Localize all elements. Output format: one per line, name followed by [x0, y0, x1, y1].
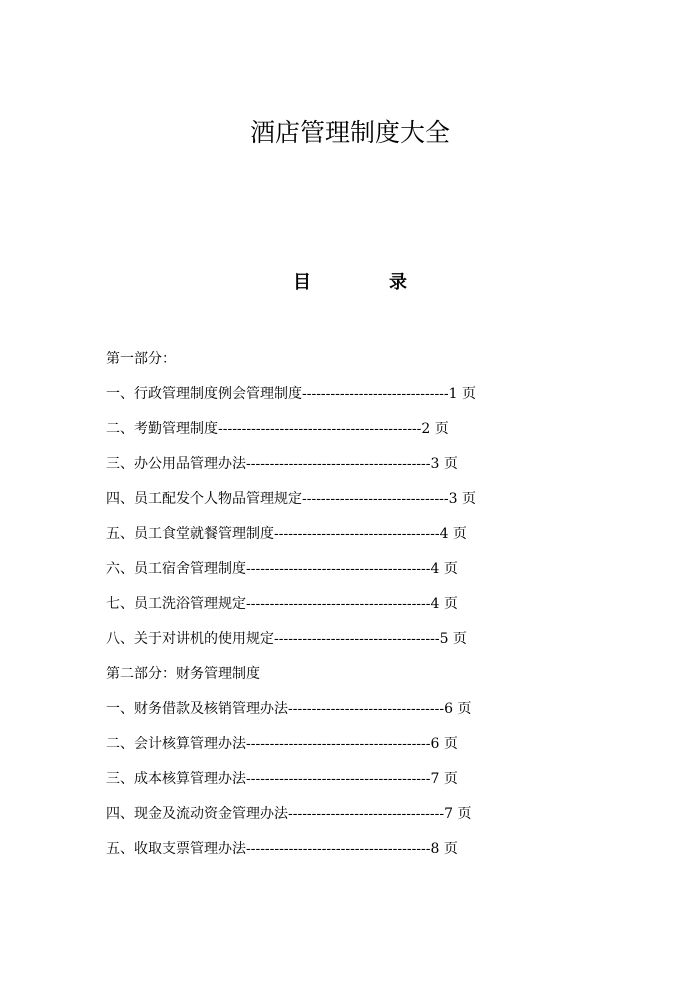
toc-entry-label: 八、关于对讲机的使用规定: [106, 631, 274, 647]
table-of-contents: [106, 348, 566, 873]
toc-section-label: 第二部分：财务管理制度: [106, 666, 260, 682]
toc-entry-label: 五、员工食堂就餐管理制度: [106, 526, 274, 542]
toc-entry-page: 1 页: [448, 386, 477, 402]
toc-entry-leader: ---------------------------------: [288, 701, 445, 717]
toc-entry-label: 五、收取支票管理办法: [106, 841, 246, 857]
toc-entry-label: 七、员工洗浴管理规定: [106, 596, 246, 612]
toc-entry-leader: -------------------------------: [302, 386, 449, 402]
toc-entry: [106, 628, 566, 663]
toc-entry: [106, 803, 566, 838]
toc-entry: [106, 558, 566, 593]
toc-entry-page: 7 页: [444, 806, 472, 822]
toc-entry-leader: ---------------------------------: [288, 806, 445, 822]
toc-entry: [106, 593, 566, 628]
toc-entry-page: 4 页: [430, 561, 458, 577]
toc-entry-leader: -----------------------------------: [274, 526, 440, 542]
toc-entry-page: 6 页: [444, 701, 472, 717]
toc-entry-page: 3 页: [448, 491, 477, 507]
toc-entry-page: 5 页: [439, 631, 467, 647]
toc-entry-leader: -----------------------------------: [274, 631, 440, 647]
toc-entry-label: 二、考勤管理制度: [106, 421, 218, 437]
toc-entry-leader: -------------------------------------------: [218, 421, 422, 437]
toc-entry: [106, 698, 566, 733]
toc-entry-label: 三、成本核算管理办法: [106, 771, 246, 787]
toc-entry-page: 4 页: [430, 596, 458, 612]
toc-section-label: 第一部分：: [106, 351, 176, 367]
toc-heading: [0, 271, 700, 295]
toc-section-part-2: [106, 663, 566, 698]
toc-entry-page: 4 页: [439, 526, 467, 542]
toc-entry: [106, 383, 566, 418]
toc-entry: [106, 418, 566, 453]
toc-section-part-1: [106, 348, 566, 383]
toc-entry-label: 四、现金及流动资金管理办法: [106, 806, 288, 822]
toc-entry-leader: ---------------------------------------: [246, 596, 431, 612]
toc-heading-right: 录: [389, 272, 407, 293]
toc-entry: [106, 733, 566, 768]
toc-entry-label: 四、员工配发个人物品管理规定: [106, 491, 302, 507]
toc-entry: [106, 838, 566, 873]
toc-entry-page: 3 页: [430, 456, 458, 472]
toc-entry-label: 一、行政管理制度例会管理制度: [106, 386, 302, 402]
toc-entry-label: 三、办公用品管理办法: [106, 456, 246, 472]
toc-entry-leader: ---------------------------------------: [246, 841, 431, 857]
toc-entry: [106, 523, 566, 558]
toc-entry-page: 2 页: [421, 421, 449, 437]
toc-heading-left: 目: [293, 272, 311, 293]
toc-entry-label: 六、员工宿舍管理制度: [106, 561, 246, 577]
toc-entry-label: 一、财务借款及核销管理办法: [106, 701, 288, 717]
toc-entry-leader: ---------------------------------------: [246, 456, 431, 472]
document-title: 酒店管理制度大全: [249, 118, 450, 147]
toc-entry-leader: ---------------------------------------: [246, 561, 431, 577]
toc-entry-page: 8 页: [430, 841, 458, 857]
toc-entry: [106, 488, 566, 523]
toc-entry-page: 7 页: [430, 771, 458, 787]
toc-entry-label: 二、会计核算管理办法: [106, 736, 246, 752]
toc-entry: [106, 768, 566, 803]
toc-entry-leader: ---------------------------------------: [246, 736, 431, 752]
toc-entry: [106, 453, 566, 488]
toc-entry-page: 6 页: [430, 736, 458, 752]
toc-entry-leader: -------------------------------: [302, 491, 449, 507]
toc-entry-leader: ---------------------------------------: [246, 771, 431, 787]
